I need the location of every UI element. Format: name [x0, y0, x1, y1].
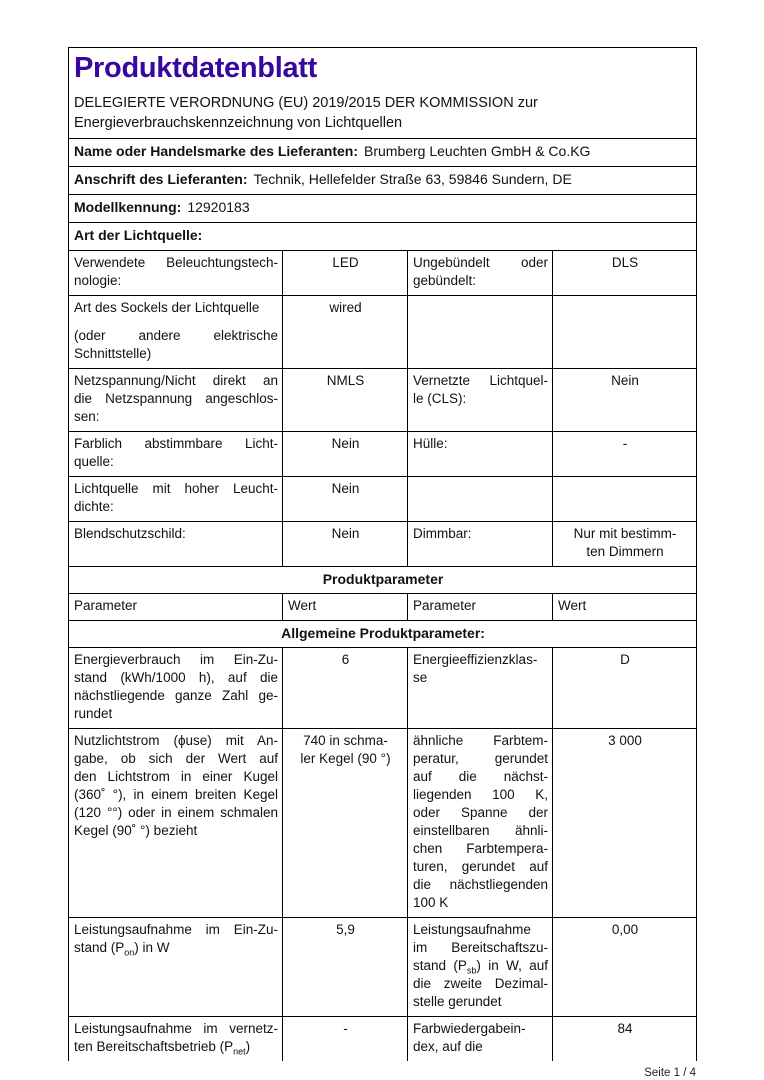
cell-line: dex, auf die [413, 1039, 483, 1054]
cell-line: Leistungsaufnahme im Ein-Zu- [74, 922, 278, 937]
parameter-cell [69, 729, 283, 918]
supplier-name-label: Name oder Handelsmarke des Lieferanten: [74, 143, 358, 159]
parameter-cell [69, 918, 283, 1017]
light-source-type-row [69, 223, 697, 251]
cell-line: Verwendete Beleuchtungstech- [74, 255, 278, 270]
cell-line: stelle gerundet [413, 994, 502, 1009]
cell-line: le (CLS): [413, 391, 467, 406]
cell-line: D [620, 652, 630, 667]
cell-line: chen Farbtempera- [413, 841, 548, 856]
value-cell [553, 477, 697, 522]
cell-line: 6 [341, 652, 350, 667]
datasheet-content [68, 47, 696, 1080]
cell-line: Hülle: [413, 436, 448, 451]
value-cell [553, 432, 697, 477]
cell-line: 84 [617, 1021, 633, 1036]
cell-line: Nein [611, 373, 639, 388]
page-title: Produktdatenblatt [74, 52, 318, 84]
table-row [69, 369, 697, 432]
table-row [69, 522, 697, 567]
cell-line: Leistungsaufnahme [413, 922, 531, 937]
cell-line: (360˚ °), in einem breiten Kegel [74, 787, 278, 802]
cell-line: stand $(P_{sb})$ in W, auf [413, 958, 548, 976]
value-cell [283, 729, 408, 918]
cell-line [74, 317, 278, 327]
table-row [69, 1017, 697, 1062]
parameter-cell [69, 648, 283, 729]
value-cell [553, 522, 697, 567]
cell-line: 3 000 [608, 733, 642, 748]
cell-line: - [343, 1021, 348, 1036]
supplier-name-row [69, 139, 697, 167]
cell-line: dichte: [74, 499, 114, 514]
value-cell [283, 251, 408, 296]
cell-line: Dimmbar: [413, 526, 472, 541]
title-block [69, 48, 697, 139]
subsection-title: Allgemeine Produktparameter: [69, 621, 697, 648]
cell-line: die Netzspannung angeschlos- [74, 391, 278, 406]
cell-line: rundet [74, 706, 113, 721]
cell-line: Farbwiedergabein- [413, 1021, 526, 1036]
cell-line: Netzspannung/Nicht direkt an [74, 373, 278, 388]
light-source-type-cell [69, 223, 697, 251]
value-cell [553, 918, 697, 1017]
cell-line: gebündelt: [413, 273, 477, 288]
parameter-cell [69, 251, 283, 296]
column-header-parameter-2: Parameter [408, 594, 553, 621]
parameter-cell [408, 648, 553, 729]
cell-line: einstellbaren ähnli- [413, 823, 548, 838]
parameter-cell [69, 522, 283, 567]
cell-line: Blendschutzschild: [74, 526, 186, 541]
value-cell [283, 918, 408, 1017]
cell-line: die zweite Dezimal- [413, 976, 548, 991]
table-row [69, 648, 697, 729]
value-cell [553, 729, 697, 918]
subtitle-line-2: Energieverbrauchskennzeichnung von Lichtquellen [74, 115, 403, 131]
value-cell [553, 251, 697, 296]
parameter-cell [408, 477, 553, 522]
parameter-cell [408, 1017, 553, 1062]
cell-line: nächstliegende ganze Zahl ge- [74, 688, 278, 703]
title-row [69, 48, 697, 139]
value-cell [553, 369, 697, 432]
parameter-cell [69, 477, 283, 522]
cell-line: 0,00 [611, 922, 639, 937]
cell-line: (120 °°) oder in einem schmalen [74, 805, 278, 820]
cell-line: Art des Sockels der Lichtquelle [74, 300, 260, 315]
parameter-cell [408, 296, 553, 369]
cell-line: oder Spanne der [413, 805, 548, 820]
column-header-row [69, 594, 697, 621]
model-id-cell [69, 195, 697, 223]
cell-line: Nein [331, 481, 360, 496]
light-source-table-body [69, 251, 697, 567]
datasheet-table [68, 47, 697, 1061]
value-cell [283, 296, 408, 369]
cell-line: Nein [331, 436, 360, 451]
cell-line: nologie: [74, 273, 122, 288]
column-header-parameter-1: Parameter [69, 594, 283, 621]
value-cell [283, 1017, 408, 1062]
value-cell [283, 432, 408, 477]
value-cell [283, 369, 408, 432]
cell-line: LED [332, 255, 359, 270]
cell-line: 5,9 [336, 922, 355, 937]
cell-line: Ungebündelt oder [413, 255, 548, 270]
cell-line: DLS [611, 255, 639, 270]
section-header-row [69, 567, 697, 594]
column-header-wert-2: Wert [553, 594, 697, 621]
cell-line: wired [329, 300, 362, 315]
cell-line: quelle: [74, 454, 114, 469]
cell-line: Energieeffizienzklas- [413, 652, 538, 667]
subsection-header-row [69, 621, 697, 648]
cell-line: ähnliche Farbtem- [413, 733, 548, 748]
cell-line: Nein [331, 526, 360, 541]
supplier-address-row [69, 167, 697, 195]
cell-line: 740 in schma- [303, 733, 388, 748]
cell-line: im Bereitschaftszu- [413, 940, 548, 955]
cell-line: Lichtquelle mit hoher Leucht- [74, 481, 278, 496]
page-number: Seite 1 / 4 [644, 1067, 696, 1079]
parameter-cell [408, 251, 553, 296]
cell-line: ten Bereitschaftsbetrieb $(P_{net})$ [74, 1039, 251, 1057]
cell-line: turen, gerundet auf [413, 859, 548, 874]
supplier-address-cell [69, 167, 697, 195]
section-title: Produktparameter [69, 567, 697, 594]
parameter-cell [408, 918, 553, 1017]
light-source-type-label: Art der Lichtquelle: [74, 227, 203, 243]
value-cell [553, 648, 697, 729]
cell-line: NMLS [326, 373, 365, 388]
supplier-name-cell [69, 139, 697, 167]
cell-line: (oder andere elektrische [74, 328, 278, 343]
cell-line: - [622, 436, 628, 451]
column-header-wert-1: Wert [283, 594, 408, 621]
cell-line: Farblich abstimmbare Licht- [74, 436, 278, 451]
model-id-row [69, 195, 697, 223]
cell-line: Kegel (90˚ °) bezieht [74, 823, 198, 838]
cell-line: Energieverbrauch im Ein-Zu- [74, 652, 278, 667]
cell-line: sen: [74, 409, 100, 424]
cell-line: gabe, ob sich der Wert auf [74, 751, 278, 766]
table-row [69, 477, 697, 522]
cell-line: ler Kegel (90 °) [300, 751, 391, 766]
cell-line: Leistungsaufnahme im vernetz- [74, 1021, 278, 1036]
model-id-value: 12920183 [187, 199, 250, 215]
table-row [69, 296, 697, 369]
cell-line: den Lichtstrom in einer Kugel [74, 769, 278, 784]
cell-line: se [413, 670, 428, 685]
cell-line: Vernetzte Lichtquel- [413, 373, 548, 388]
product-parameter-table-body [69, 648, 697, 1062]
cell-line: liegenden 100 K, [413, 787, 548, 802]
cell-line: Schnittstelle) [74, 346, 152, 361]
cell-line: auf die nächst- [413, 769, 548, 784]
cell-line: stand $(P_{on})$ in W [74, 940, 170, 958]
cell-line: die nächstliegenden [413, 877, 548, 892]
table-row [69, 251, 697, 296]
product-parameter-headers [69, 567, 697, 648]
cell-line: peratur, gerundet [413, 751, 548, 766]
cell-line: Nutzlichtstrom (ϕuse) mit An- [74, 733, 278, 748]
value-cell [283, 522, 408, 567]
parameter-cell [408, 432, 553, 477]
cell-line: stand (kWh/1000 h), auf die [74, 670, 278, 685]
subtitle-line-1: DELEGIERTE VERORDNUNG (EU) 2019/2015 DER KOMMISSION zur [74, 95, 538, 111]
supplier-name-value: Brumberg Leuchten GmbH & Co.KG [364, 143, 591, 159]
parameter-cell [69, 432, 283, 477]
parameter-cell [69, 369, 283, 432]
table-row [69, 729, 697, 918]
table-row [69, 918, 697, 1017]
model-id-label: Modellkennung: [74, 199, 182, 215]
parameter-cell [408, 522, 553, 567]
value-cell [553, 296, 697, 369]
value-cell [283, 477, 408, 522]
cell-line: ten Dimmern [586, 544, 664, 559]
header-section [69, 48, 697, 251]
parameter-cell [69, 1017, 283, 1062]
table-row [69, 432, 697, 477]
supplier-address-value: Technik, Hellefelder Straße 63, 59846 Sundern, DE [253, 171, 572, 187]
cell-line: Nur mit bestimm- [573, 526, 677, 541]
value-cell [283, 648, 408, 729]
parameter-cell [69, 296, 283, 369]
value-cell [553, 1017, 697, 1062]
parameter-cell [408, 369, 553, 432]
supplier-address-label: Anschrift des Lieferanten: [74, 171, 248, 187]
cell-line: 100 K [413, 895, 449, 910]
parameter-cell [408, 729, 553, 918]
